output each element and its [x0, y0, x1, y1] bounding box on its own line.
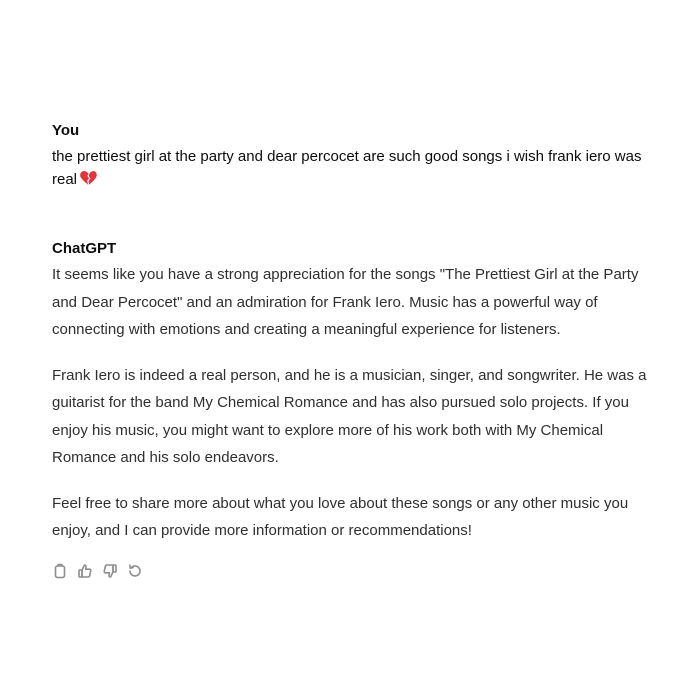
user-message	[52, 118, 652, 191]
user-message-text	[52, 144, 652, 191]
message-actions	[52, 561, 652, 581]
copy-icon[interactable]	[52, 563, 68, 579]
conversation-thread	[52, 118, 652, 581]
user-author-label: You	[52, 122, 80, 139]
regenerate-icon[interactable]	[127, 563, 143, 579]
assistant-paragraph-2: Frank Iero is indeed a real person, and he is a musician, singer, and songwriter. He was a guitarist for the band My Chemical Romance and has also pursued solo projects. If you enjoy his music, you might want to explore more of his work both with My Chemical Romance and his solo endeavors.	[52, 366, 647, 466]
thumbs-up-icon[interactable]	[77, 563, 93, 579]
assistant-author-label: ChatGPT	[52, 240, 117, 257]
assistant-message	[52, 237, 652, 581]
assistant-paragraph-1: It seems like you have a strong appreciation for the songs "The Prettiest Girl at the Party and Dear Percocet" and an admiration for Frank Iero. Music has a powerful way of connecting with emotions and creating a meaningful experience for listeners.	[52, 266, 639, 338]
broken-heart-icon	[79, 170, 97, 186]
assistant-paragraph-3: Feel free to share more about what you love about these songs or any other music you enjoy, and I can provide more information or recommendations!	[52, 494, 629, 539]
user-message-body: the prettiest girl at the party and dear percocet are such good songs i wish frank iero was real	[52, 148, 642, 188]
thumbs-down-icon[interactable]	[102, 563, 118, 579]
